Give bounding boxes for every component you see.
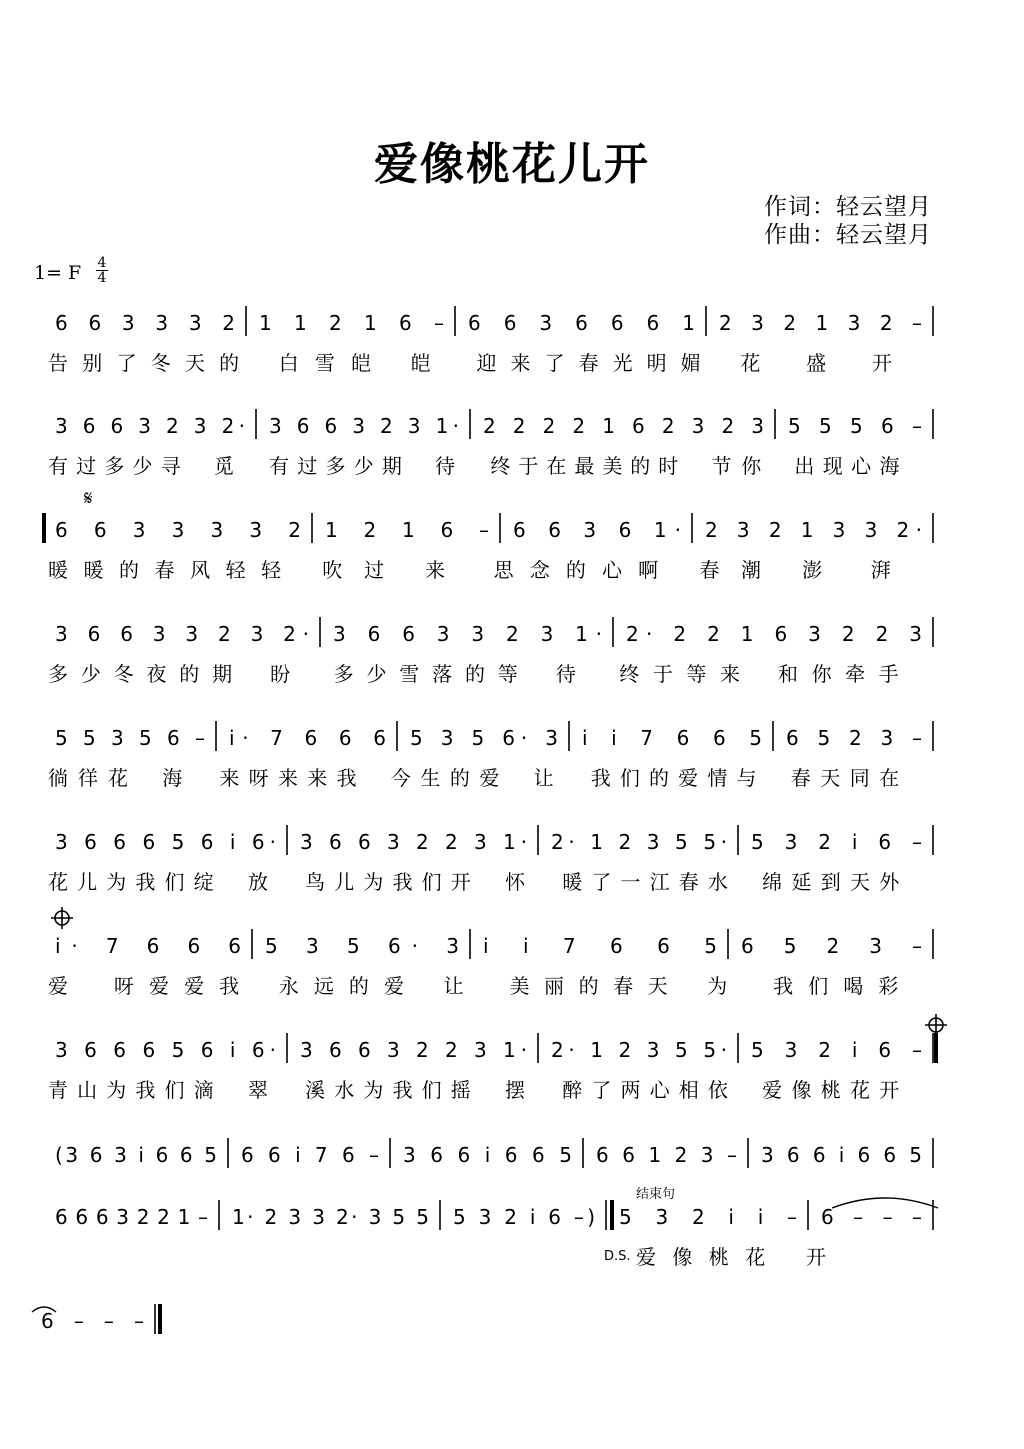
lyric-phrase: 我们的爱情与 [590,766,757,790]
key-signature: 1= F [34,262,82,284]
ds-marker: D.S. [604,1249,631,1264]
lyric-phrase: 永远的爱 [278,974,404,998]
lyric-phrase: 待 [435,454,456,478]
lyric-phrase: 澎 [802,558,823,582]
lyric-phrase: 皑 [410,351,431,375]
coda-icon [925,1014,947,1036]
measure-notes: 2· 1 2 3 5 5· [551,830,727,854]
lyric-phrase: 多少冬夜的期 [48,662,233,686]
lyric-phrase: 有过多少期 [269,454,402,478]
lyric-phrase: 为 [707,974,728,998]
lyric-phrase: 醉了两心相依 [562,1078,728,1102]
measure-notes: 5 3 2 i i – [619,1205,797,1229]
lyric-phrase: 盛 [806,351,827,375]
page-title: 爱像桃花儿开 [374,139,650,190]
measure-notes: 1 2 1 6 – [325,518,489,542]
lyric-phrase: 迎来了春光明媚 [476,351,701,375]
measure-notes: 3 6 6 6 5 6 i 6· [55,1038,276,1062]
lyric-phrase: 鸟儿为我们开 [305,870,471,894]
lyric-phrase: 暖暖的春风轻轻 [48,558,282,582]
measure-notes: 5 3 2 i 6 –) [453,1205,595,1229]
lyric-phrase: 青山为我们滴 [48,1078,214,1102]
measure-notes: 3 6 6 3 2 2 3 1· [300,830,527,854]
lyric-phrase: 海 [162,766,183,790]
lyric-phrase: 开 [806,1245,826,1269]
measure-notes: 6 – – – [821,1205,922,1229]
measure-notes: 2 3 2 1 3 2 – [719,311,922,335]
lyric-phrase: 徜徉花 [48,766,128,790]
measure-notes: 3 6 6 i 6 6 5 [403,1143,572,1167]
measure-notes: 2 3 2 1 3 3 2· [705,518,922,542]
time-signature-top: 4 [97,255,107,271]
lyric-phrase: 告别了冬天的 [48,351,240,375]
lyric-phrase: 盼 [270,662,291,686]
lyric-phrase: 终于在最美的时 [490,454,679,478]
lyric-phrase: 绵延到天外 [762,870,900,894]
measure-notes: 6 5 2 3 – [786,726,922,750]
lyric-phrase: 翠 [247,1078,268,1102]
measure-notes: 2· 2 2 1 6 3 2 2 3 [626,622,922,646]
measure-notes: 6 6 1 2 3 – [596,1143,737,1167]
measure-notes: 3 6 6 3 2 3 2· [55,414,245,438]
measure-notes: 2 2 2 2 1 6 2 3 2 3 [483,414,764,438]
time-signature-bottom: 4 [97,270,107,286]
measure-notes: 5 5 5 6 – [788,414,922,438]
measure-notes: i· 7 6 6 6 [229,726,386,750]
measure-notes: 3 6 6 3 3 2 3 2· [55,622,309,646]
measure-notes: 6 6 3 3 3 3 2 [55,518,301,542]
lyric-phrase: 开 [872,351,893,375]
lyric-phrase: 终于等来 [619,662,740,686]
lyric-phrase: 思念的心啊 [493,558,659,582]
measure-notes: 5 3 5 6· 3 [265,934,459,958]
measure-notes: 6 6 3 3 3 2 [55,311,235,335]
composer-credit: 作曲：轻云望月 [764,222,932,248]
measure-notes: 1· 2 3 3 2· 3 5 5 [232,1205,429,1229]
lyric-phrase: 节你 [711,454,762,478]
lyric-phrase: 来 [425,558,446,582]
measure-notes: 5 3 2 i 6 – [751,1038,922,1062]
lyric-phrase: 暖了一江春水 [562,870,728,894]
lyric-phrase: 花 [740,351,761,375]
measure-notes: (3 6 3 i 6 6 5 [55,1143,217,1167]
lyric-phrase: 吹过 [322,558,384,582]
measure-notes: 3 6 6 3 3 2 3 1· [333,622,602,646]
lyric-phrase: 怀 [505,870,526,894]
lyric-phrase: 溪水为我们摇 [305,1078,471,1102]
lyric-phrase: 来呀来来我 [219,766,357,790]
measure-notes: i i 7 6 6 5 [483,934,717,958]
extras-layer [32,486,947,1312]
measure-notes: 3 6 6 6 5 6 i 6· [55,830,276,854]
lyric-phrase: 待 [555,662,576,686]
lyric-phrase: 呀爱爱我 [113,974,240,998]
lyric-phrase: 出现心海 [794,454,900,478]
measure-notes: 3 6 6 3 2 2 3 1· [300,1038,527,1062]
segno-icon: 𝄋 [84,486,93,510]
measure-notes: 3 6 6 3 2 3 1· [269,414,459,438]
lyric-phrase: 多少雪落的等 [333,662,518,686]
measure-notes: 6 6 3 6 1· [513,518,681,542]
lyric-phrase: 爱像桃花开 [762,1078,900,1102]
measure-notes: 6 – – – [41,1309,144,1333]
measure-notes: 1 1 2 1 6 – [259,311,444,335]
lyricist-credit: 作词：轻云望月 [764,194,932,220]
measure-notes: i· 7 6 6 6 [55,934,241,958]
lyric-phrase: 春潮 [699,558,762,582]
lyric-phrase: 让 [443,974,464,998]
lyric-phrase: 我们喝彩 [773,974,899,998]
lyric-phrase: 放 [247,870,268,894]
measure-notes: 5 5 3 5 6 – [55,726,205,750]
ending-phrase-label: 结束句 [636,1187,676,1202]
measure-notes: 3 6 6 i 6 6 5 [761,1143,922,1167]
lyric-phrase: 今生的爱 [390,766,500,790]
measure-notes: 6 6 6 3 2 2 1 – [55,1205,208,1229]
lyric-phrase: 春天同在 [790,766,900,790]
coda-icon [51,907,73,929]
measure-notes: 5 3 5 6· 3 [410,726,558,750]
lyric-phrase: 觅 [213,454,234,478]
lyric-phrase: 有过多少寻 [48,454,181,478]
lyric-phrase: 美丽的春天 [509,974,668,998]
measure-notes: 6 5 2 3 – [741,934,922,958]
lyrics-layer [48,351,900,1269]
measure-notes: 6 6 i 7 6 – [241,1143,379,1167]
lyric-phrase: 摆 [505,1078,526,1102]
lyric-phrase: 爱 [48,974,68,998]
lyric-phrase: 花儿为我们绽 [48,870,214,894]
lyric-phrase: 让 [533,766,554,790]
lyric-phrase: 白雪皑 [278,351,372,375]
lyric-phrase: 湃 [870,558,891,582]
lyric-phrase: 爱像桃花 [636,1245,766,1269]
lyric-phrase: 和你牵手 [778,662,899,686]
measure-notes: 5 3 2 i 6 – [751,830,922,854]
measure-notes: 6 6 3 6 6 6 1 [468,311,695,335]
measure-notes: i i 7 6 6 5 [582,726,762,750]
measure-notes: 2· 1 2 3 5 5· [551,1038,727,1062]
